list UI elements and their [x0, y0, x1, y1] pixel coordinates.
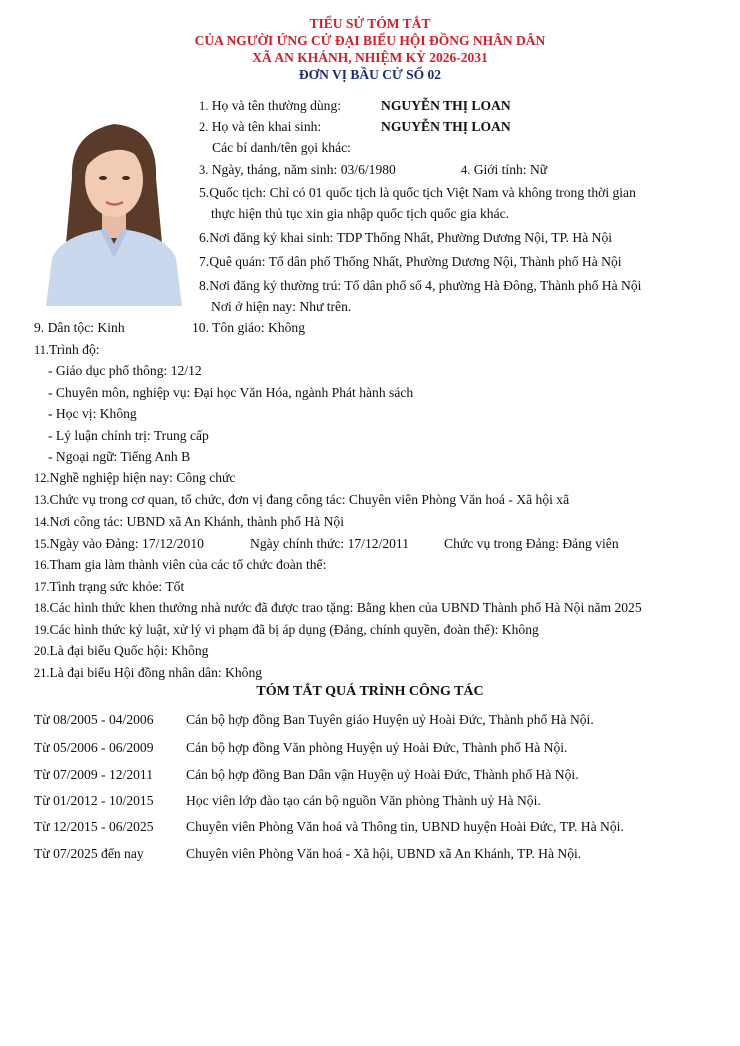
- permanent-residence: Nơi đăng ký thường trú: Tổ dân phố số 4, phường Hà Đông, Thành phố Hà Nội: [209, 278, 642, 293]
- party-official-date: Ngày chính thức: 17/12/2011: [250, 536, 410, 551]
- ethnicity: 9. Dân tộc: Kinh: [34, 320, 125, 335]
- field-5-number: 5.: [199, 185, 210, 200]
- current-residence: Nơi ở hiện nay: Như trên.: [211, 299, 352, 314]
- field-1-number: 1.: [199, 99, 209, 113]
- field-14: [34, 513, 344, 531]
- field-17-number: 17.: [34, 580, 50, 594]
- field-4-number: 4.: [461, 163, 471, 177]
- national-assembly: Là đại biểu Quốc hội: Không: [49, 643, 209, 658]
- edu-major: - Chuyên môn, nghiệp vụ: Đại học Văn Hóa, ngành Phát hành sách: [48, 385, 414, 400]
- field-13-number: 13.: [34, 493, 50, 507]
- field-18-number: 18.: [34, 601, 50, 615]
- work-description: Cán bộ hợp đồng Văn phòng Huyện uỷ Hoài Đức, Thành phố Hà Nội.: [186, 740, 568, 755]
- nationality-line-1: Quốc tịch: Chỉ có 01 quốc tịch là quốc tịch Việt Nam và không trong thời gian: [209, 185, 636, 200]
- field-2-label: Họ và tên khai sinh:: [211, 119, 322, 134]
- health: Tình trạng sức khỏe: Tốt: [49, 579, 185, 594]
- birth-date: Ngày, tháng, năm sinh: 03/6/1980: [211, 162, 396, 177]
- field-20: [34, 642, 208, 660]
- field-19-number: 19.: [34, 623, 50, 637]
- field-18: [34, 599, 642, 617]
- edu-general: - Giáo dục phổ thông: 12/12: [48, 363, 202, 378]
- title-line-3: XÃ AN KHÁNH, NHIỆM KỲ 2026-2031: [252, 50, 488, 65]
- party-position: Chức vụ trong Đảng: Đảng viên: [444, 536, 619, 551]
- field-21-number: 21.: [34, 666, 50, 680]
- edu-degree: - Học vị: Không: [48, 406, 137, 421]
- birth-registration: Nơi đăng ký khai sinh: TDP Thống Nhất, Phường Dương Nội, TP. Hà Nội: [209, 230, 613, 245]
- work-description: Cán bộ hợp đồng Ban Dân vận Huyện uỷ Hoài Đức, Thành phố Hà Nội.: [186, 767, 579, 782]
- field-4: [461, 161, 547, 179]
- field-11: [34, 341, 100, 359]
- work-period: Từ 12/2015 - 06/2025: [34, 819, 154, 834]
- education-label: Trình độ:: [49, 342, 100, 357]
- title-line-1: TIỂU SỬ TÓM TẮT: [309, 16, 431, 31]
- work-description: Chuyên viên Phòng Văn hoá - Xã hội, UBND xã An Khánh, TP. Hà Nội.: [186, 846, 582, 861]
- field-3: [199, 161, 396, 179]
- position: Chức vụ trong cơ quan, tổ chức, đơn vị đang công tác: Chuyên viên Phòng Văn hoá - Xã hội xã: [49, 492, 570, 507]
- work-period: Từ 07/2009 - 12/2011: [34, 767, 154, 782]
- field-19: [34, 621, 539, 639]
- edu-politics: - Lý luận chính trị: Trung cấp: [48, 428, 209, 443]
- field-12-number: 12.: [34, 471, 50, 485]
- field-16: [34, 556, 326, 574]
- work-period: Từ 05/2006 - 06/2009: [34, 740, 154, 755]
- work-period: Từ 08/2005 - 04/2006: [34, 712, 154, 727]
- field-5: [199, 184, 636, 202]
- religion: 10. Tôn giáo: Không: [192, 320, 306, 335]
- occupation: Nghề nghiệp hiện nay: Công chức: [49, 470, 236, 485]
- field-15-number: 15.: [34, 537, 50, 551]
- field-11-number: 11.: [34, 343, 50, 357]
- work-period: Từ 07/2025 đến nay: [34, 846, 144, 861]
- work-description: Học viên lớp đào tạo cán bộ nguồn Văn phòng Thành uỷ Hà Nội.: [186, 793, 541, 808]
- portrait-icon: [42, 108, 185, 306]
- work-description: Cán bộ hợp đồng Ban Tuyên giáo Huyện uỷ Hoài Đức, Thành phố Hà Nội.: [186, 712, 594, 727]
- work-period: Từ 01/2012 - 10/2015: [34, 793, 154, 808]
- portrait-photo: [42, 108, 185, 306]
- hometown: Quê quán: Tổ dân phố Thống Nhất, Phường Dương Nội, Thành phố Hà Nội: [209, 254, 622, 269]
- title-line-2: CỦA NGƯỜI ỨNG CỬ ĐẠI BIỂU HỘI ĐỒNG NHÂN DÂN: [194, 33, 546, 48]
- field-12: [34, 469, 235, 487]
- field-16-number: 16.: [34, 558, 50, 572]
- field-15: [34, 535, 204, 553]
- work-history-title: TÓM TẮT QUÁ TRÌNH CÔNG TÁC: [256, 684, 484, 699]
- field-6-number: 6.: [199, 230, 210, 245]
- nationality-line-2: thực hiện thủ tục xin gia nhập quốc tịch quốc gia khác.: [211, 206, 510, 221]
- field-8: [199, 277, 641, 295]
- field-3-number: 3.: [199, 163, 209, 177]
- edu-language: - Ngoại ngữ: Tiếng Anh B: [48, 449, 191, 464]
- awards: Các hình thức khen thưởng nhà nước đã được trao tặng: Bằng khen của UBND Thành phố Hà Nội năm 2025: [49, 600, 642, 615]
- discipline: Các hình thức kỷ luật, xử lý vi phạm đã bị áp dụng (Đảng, chính quyền, đoàn thể): Không: [49, 622, 539, 637]
- common-name-value: NGUYỄN THỊ LOAN: [381, 98, 511, 113]
- birth-name-value: NGUYỄN THỊ LOAN: [381, 119, 511, 134]
- alias-label: Các bí danh/tên gọi khác:: [212, 140, 351, 155]
- field-20-number: 20.: [34, 644, 50, 658]
- field-6: [199, 229, 612, 247]
- peoples-council: Là đại biểu Hội đồng nhân dân: Không: [49, 665, 263, 680]
- field-13: [34, 491, 569, 509]
- organizations: Tham gia làm thành viên của các tổ chức đoàn thể:: [49, 557, 327, 572]
- field-1-label: Họ và tên thường dùng:: [211, 98, 342, 113]
- field-7: [199, 253, 622, 271]
- field-2: [199, 118, 321, 136]
- field-1: [199, 97, 341, 115]
- field-8-number: 8.: [199, 278, 210, 293]
- field-17: [34, 578, 184, 596]
- field-7-number: 7.: [199, 254, 210, 269]
- field-2-number: 2.: [199, 120, 209, 134]
- field-14-number: 14.: [34, 515, 50, 529]
- party-join-date: Ngày vào Đảng: 17/12/2010: [49, 536, 204, 551]
- title-line-4: ĐƠN VỊ BẦU CỬ SỐ 02: [298, 67, 442, 82]
- gender: Giới tính: Nữ: [473, 162, 548, 177]
- workplace: Nơi công tác: UBND xã An Khánh, thành phố Hà Nội: [49, 514, 344, 529]
- work-description: Chuyên viên Phòng Văn hoá và Thông tin, UBND huyện Hoài Đức, TP. Hà Nội.: [186, 819, 624, 834]
- field-21: [34, 664, 262, 682]
